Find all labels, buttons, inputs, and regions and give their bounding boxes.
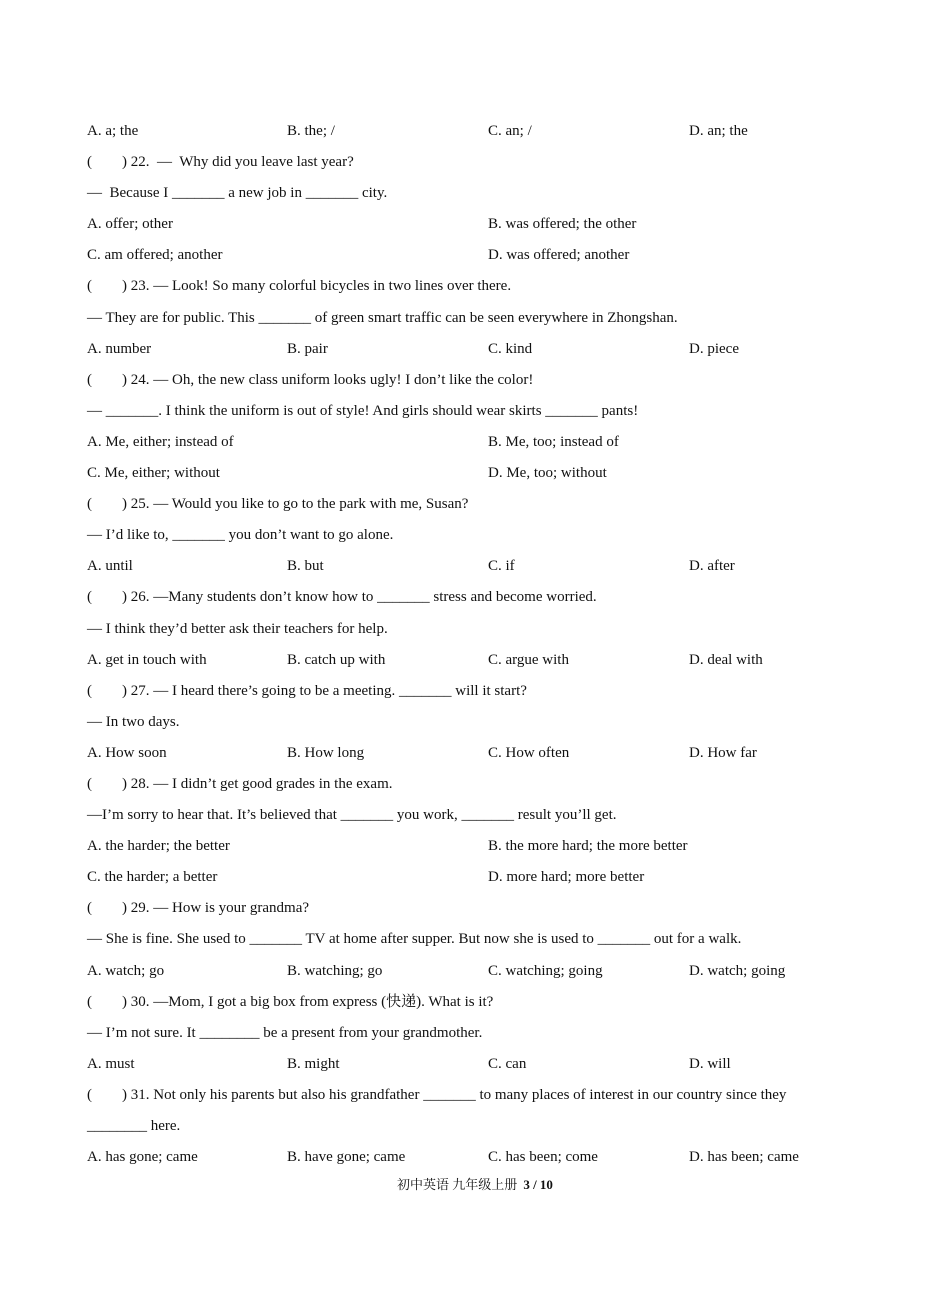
option-c: C. an; / bbox=[488, 123, 532, 139]
footer-course-label: 初中英语 九年级上册 bbox=[397, 1177, 518, 1192]
option-a: A. get in touch with bbox=[87, 651, 207, 668]
option-b: B. might bbox=[287, 1055, 340, 1072]
q27-response: — In two days. bbox=[87, 713, 180, 730]
q27-stem: ( ) 27. — I heard there’s going to be a meeting. _______ will it start? bbox=[87, 682, 527, 699]
option-c: C. kind bbox=[488, 340, 533, 357]
option-b: B. How long bbox=[287, 744, 365, 761]
option-c: C. How often bbox=[488, 744, 570, 761]
q21-options bbox=[87, 117, 877, 148]
q23-options bbox=[87, 335, 877, 366]
option-b: B. catch up with bbox=[287, 651, 386, 668]
q29-stem: ( ) 29. — How is your grandma? bbox=[87, 900, 310, 917]
option-d: D. has been; came bbox=[689, 1149, 799, 1166]
option-a: A. has gone; came bbox=[87, 1149, 198, 1166]
q29-options bbox=[87, 957, 877, 988]
option-d: D. will bbox=[689, 1055, 731, 1072]
option-b: B. but bbox=[287, 558, 324, 575]
option-a: A. a; the bbox=[87, 123, 139, 139]
option-a: A. How soon bbox=[87, 744, 167, 761]
option-a: A. offer; other bbox=[87, 216, 173, 233]
q22-options-row1 bbox=[87, 210, 877, 241]
option-d: D. after bbox=[689, 558, 735, 575]
page-number: 3 / 10 bbox=[523, 1177, 553, 1192]
option-a: A. until bbox=[87, 558, 133, 575]
option-c: C. argue with bbox=[488, 651, 569, 668]
option-c: C. has been; come bbox=[488, 1149, 598, 1166]
q22-stem: ( ) 22. — Why did you leave last year? bbox=[87, 154, 354, 171]
q31-stem: ( ) 31. Not only his parents but also his grandfather _______ to many places of interest in our country since they bbox=[87, 1086, 787, 1103]
option-b: B. the; / bbox=[287, 123, 335, 139]
q23-response: — They are for public. This _______ of green smart traffic can be seen everywhere in Zhongshan. bbox=[87, 309, 678, 326]
q30-stem: ( ) 30. —Mom, I got a big box from express (快递). What is it? bbox=[87, 993, 494, 1010]
q26-options bbox=[87, 646, 877, 677]
option-a: A. the harder; the better bbox=[87, 838, 230, 855]
q24-options-row1 bbox=[87, 428, 877, 459]
q28-stem: ( ) 28. — I didn’t get good grades in the exam. bbox=[87, 775, 393, 792]
q26-stem: ( ) 26. —Many students don’t know how to _______ stress and become worried. bbox=[87, 589, 597, 606]
q31-continuation: ________ here. bbox=[87, 1118, 181, 1134]
option-d: D. an; the bbox=[689, 123, 748, 139]
q28-options-row2 bbox=[87, 863, 877, 894]
option-b: B. was offered; the other bbox=[488, 216, 637, 233]
option-d: D. was offered; another bbox=[488, 247, 630, 264]
q22-response: — Because I _______ a new job in _______ city. bbox=[87, 185, 388, 202]
option-c: C. am offered; another bbox=[87, 247, 223, 264]
page-footer bbox=[0, 1176, 950, 1194]
q28-response: —I’m sorry to hear that. It’s believed that _______ you work, _______ result you’ll get. bbox=[87, 807, 617, 824]
option-c: C. watching; going bbox=[488, 962, 603, 979]
option-d: D. How far bbox=[689, 744, 757, 761]
option-d: D. Me, too; without bbox=[488, 465, 607, 482]
option-b: B. pair bbox=[287, 340, 328, 357]
q24-options-row2 bbox=[87, 459, 877, 490]
q28-options-row1 bbox=[87, 832, 877, 863]
option-a: A. number bbox=[87, 340, 152, 357]
q31-options bbox=[87, 1143, 877, 1174]
option-b: B. Me, too; instead of bbox=[488, 433, 619, 450]
q30-options bbox=[87, 1050, 877, 1081]
option-b: B. have gone; came bbox=[287, 1149, 406, 1166]
q26-response: — I think they’d better ask their teachers for help. bbox=[87, 620, 388, 637]
option-b: B. watching; go bbox=[287, 962, 383, 979]
q24-stem: ( ) 24. — Oh, the new class uniform looks ugly! I don’t like the color! bbox=[87, 371, 534, 388]
q23-stem: ( ) 23. — Look! So many colorful bicycles in two lines over there. bbox=[87, 278, 512, 295]
q24-response: — _______. I think the uniform is out of style! And girls should wear skirts _______ pants! bbox=[87, 402, 639, 419]
option-c: C. if bbox=[488, 558, 515, 575]
option-d: D. piece bbox=[689, 340, 739, 357]
option-a: A. watch; go bbox=[87, 962, 165, 979]
option-b: B. the more hard; the more better bbox=[488, 838, 688, 855]
q25-options bbox=[87, 552, 877, 583]
q22-options-row2 bbox=[87, 241, 877, 272]
q25-response: — I’d like to, _______ you don’t want to go alone. bbox=[87, 527, 394, 544]
option-d: D. more hard; more better bbox=[488, 869, 645, 886]
option-c: C. the harder; a better bbox=[87, 869, 218, 886]
q29-response: — She is fine. She used to _______ TV at home after supper. But now she is used to _______ out for a walk. bbox=[87, 931, 742, 948]
q30-response: — I’m not sure. It ________ be a present from your grandmother. bbox=[87, 1024, 483, 1041]
option-a: A. must bbox=[87, 1055, 135, 1072]
option-d: D. watch; going bbox=[689, 962, 786, 979]
question-list bbox=[87, 117, 877, 1174]
option-a: A. Me, either; instead of bbox=[87, 433, 234, 450]
q25-stem: ( ) 25. — Would you like to go to the park with me, Susan? bbox=[87, 496, 469, 513]
option-c: C. Me, either; without bbox=[87, 465, 220, 482]
q27-options bbox=[87, 739, 877, 770]
option-c: C. can bbox=[488, 1055, 527, 1072]
option-d: D. deal with bbox=[689, 651, 763, 668]
